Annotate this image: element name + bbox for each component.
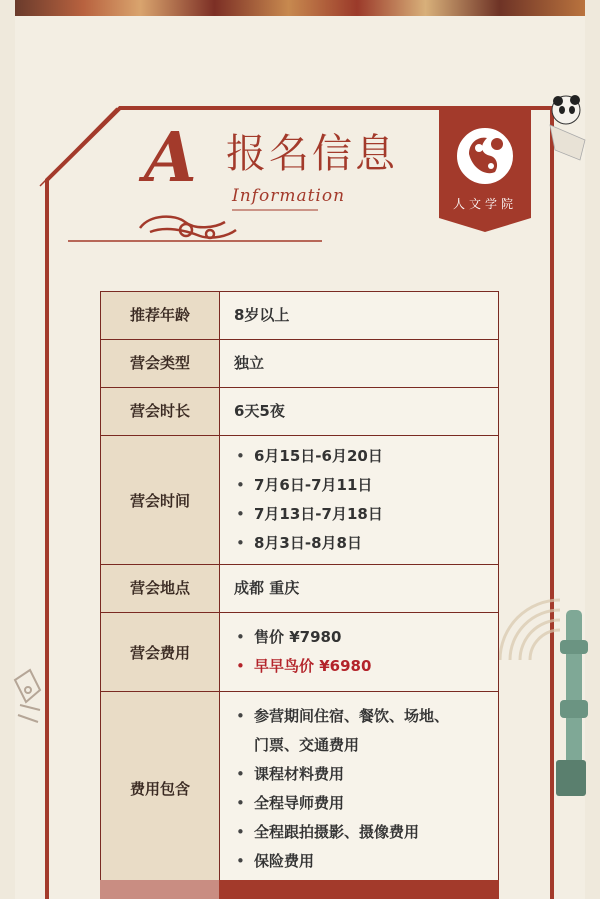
date-list <box>234 436 498 564</box>
row-value: 独立 <box>220 340 499 388</box>
row-value <box>220 692 499 886</box>
list-item: • 8月3日-8月8日 <box>234 529 498 558</box>
cloud-swirl-icon <box>140 217 236 238</box>
table-row <box>101 565 499 613</box>
registration-info-table <box>100 291 499 886</box>
row-value: 成都 重庆 <box>220 565 499 613</box>
row-value: 8岁以上 <box>220 292 499 340</box>
table-row <box>101 292 499 340</box>
table-row <box>101 340 499 388</box>
list-item: • 售价 ¥7980 <box>234 623 498 652</box>
row-value: 6天5夜 <box>220 388 499 436</box>
page-title: 报名信息 <box>226 131 398 177</box>
list-item: • 参营期间住宿、餐饮、场地、 <box>234 702 498 731</box>
list-item: • 保险费用 <box>234 847 498 876</box>
row-label: 营会类型 <box>101 340 220 388</box>
row-value <box>220 436 499 565</box>
row-label: 营会时长 <box>101 388 220 436</box>
fee-include-list <box>234 696 498 882</box>
badge-label: 人文学院 <box>452 197 517 211</box>
list-item: • 课程材料费用 <box>234 760 498 789</box>
row-label: 推荐年龄 <box>101 292 220 340</box>
table-row <box>101 388 499 436</box>
section-letter: A <box>144 118 197 198</box>
list-item: 门票、交通费用 <box>254 735 360 754</box>
row-value <box>219 880 499 899</box>
row-label: 营会费用 <box>101 613 220 692</box>
list-item: • 全程跟拍摄影、摄像费用 <box>234 818 498 847</box>
panda-decor-icon <box>550 95 585 160</box>
panda-icon <box>456 127 514 185</box>
college-badge <box>439 110 531 232</box>
row-label: 费用包含 <box>101 692 220 886</box>
row-label: 营会时间 <box>101 436 220 565</box>
row-label: 营会地点 <box>101 565 220 613</box>
row-value <box>220 613 499 692</box>
bronze-statue-icon <box>556 610 588 796</box>
table-row <box>101 692 499 886</box>
list-item: • 6月15日-6月20日 <box>234 442 498 471</box>
early-bird-price: • 早早鸟价 ¥6980 <box>234 652 498 681</box>
table-row <box>101 436 499 565</box>
tribal-pattern-icon <box>15 670 40 722</box>
price-list <box>234 617 498 687</box>
list-item: • 全程导师费用 <box>234 789 498 818</box>
table-row-partial <box>100 880 499 899</box>
list-item: • 7月6日-7月11日 <box>234 471 498 500</box>
list-item: • 7月13日-7月18日 <box>234 500 498 529</box>
page-subtitle: Information <box>232 186 346 206</box>
table-row <box>101 613 499 692</box>
row-label <box>100 880 219 899</box>
